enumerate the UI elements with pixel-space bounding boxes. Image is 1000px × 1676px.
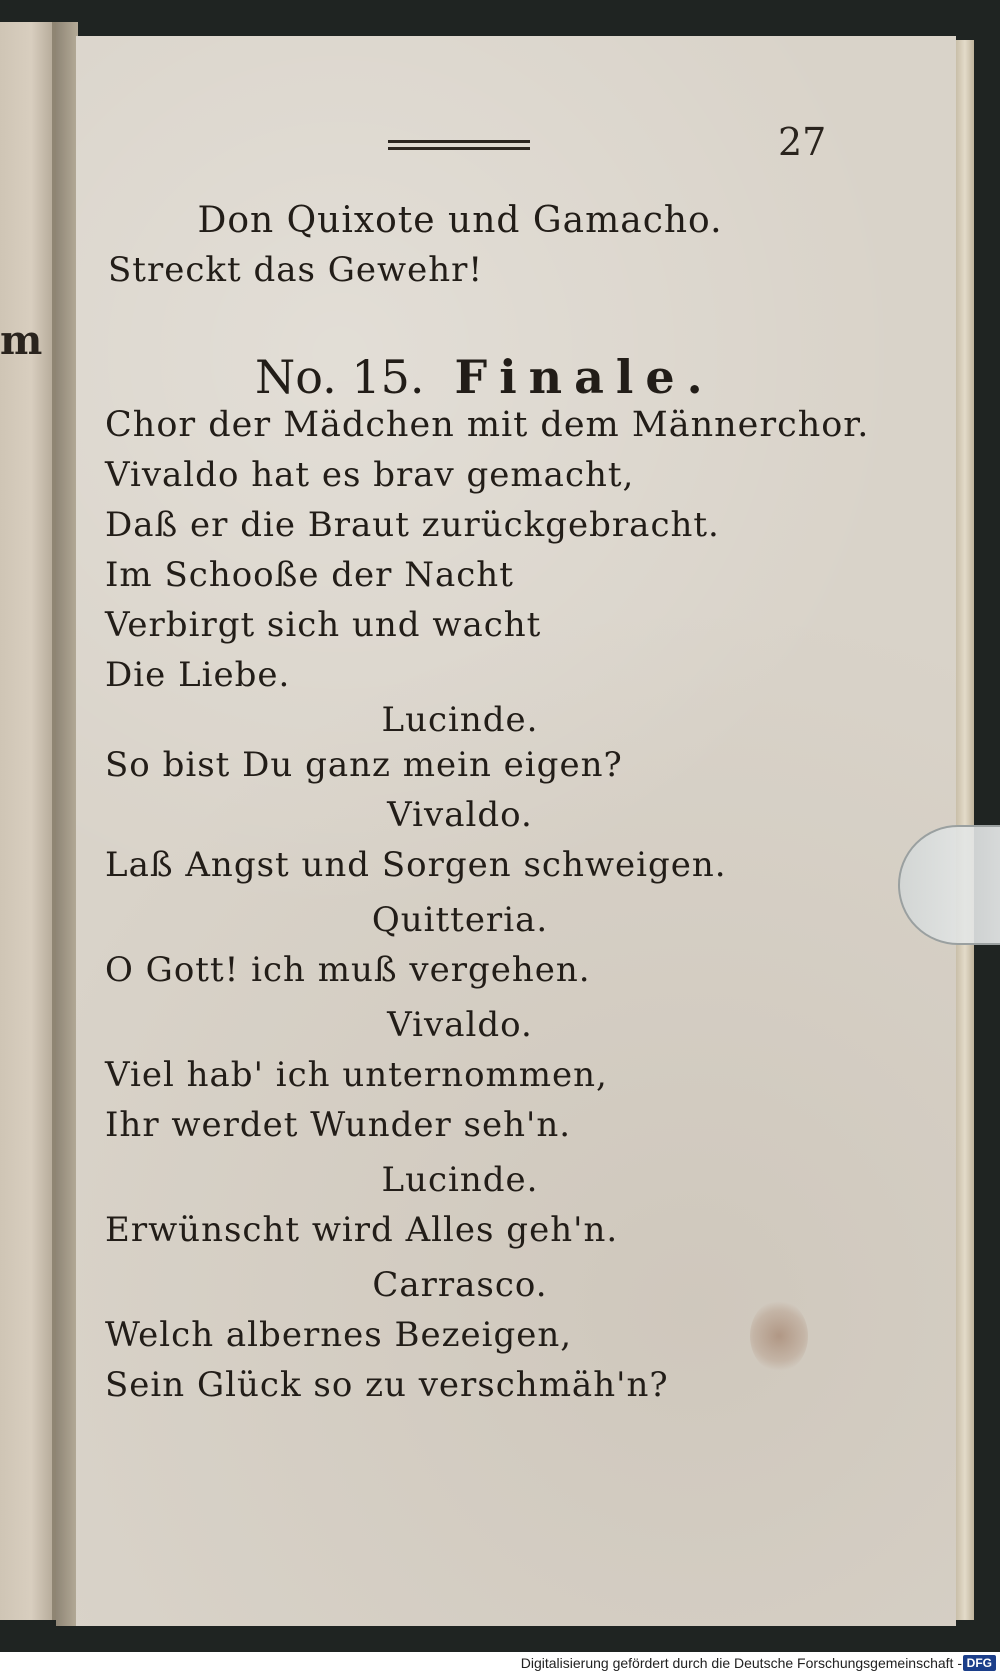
- verse-line: Welch albernes Bezeigen,: [105, 1315, 573, 1355]
- scene-line: Don Quixote und Gamacho.: [197, 200, 723, 241]
- verse-line: Verbirgt sich und wacht: [105, 605, 542, 645]
- speaker-name: Carrasco.: [372, 1265, 548, 1305]
- ornamental-rule-top: [388, 140, 530, 143]
- verse-line: O Gott! ich muß vergehen.: [105, 950, 591, 990]
- number-title: Finale.: [454, 350, 715, 404]
- verse-line: Laß Angst und Sorgen schweigen.: [105, 845, 727, 885]
- facing-page-fragment: m: [0, 317, 43, 364]
- speaker-name: Quitteria.: [371, 900, 549, 940]
- speaker-name: Lucinde.: [381, 700, 539, 740]
- verse-line: Erwünscht wird Alles geh'n.: [105, 1210, 619, 1250]
- verse-line: So bist Du ganz mein eigen?: [105, 745, 623, 785]
- page-number: 27: [778, 120, 827, 164]
- chorus-heading: Chor der Mädchen mit dem Männerchor.: [105, 405, 870, 445]
- verse-line: Daß er die Braut zurückgebracht.: [105, 505, 720, 545]
- number-heading: [255, 350, 715, 404]
- ornamental-rule-bottom: [388, 147, 530, 150]
- speaker-name: Vivaldo.: [387, 795, 533, 835]
- stage-line: Streckt das Gewehr!: [108, 250, 484, 290]
- facing-page-edge: [0, 22, 58, 1620]
- verse-line: Ihr werdet Wunder seh'n.: [105, 1105, 572, 1145]
- digitization-footer: [0, 1652, 1000, 1676]
- funding-credit: Digitalisierung gefördert durch die Deutsche Forschungsgemeinschaft -: [520, 1655, 962, 1671]
- dfg-logo: DFG: [963, 1655, 996, 1671]
- verse-line: Die Liebe.: [105, 655, 291, 695]
- speaker-name: Lucinde.: [381, 1160, 539, 1200]
- verse-line: Sein Glück so zu verschmäh'n?: [105, 1365, 669, 1405]
- verse-line: Viel hab' ich unternommen,: [105, 1055, 608, 1095]
- verse-line: Im Schooße der Nacht: [105, 555, 514, 595]
- speaker-name: Vivaldo.: [387, 1005, 533, 1045]
- paper-stain: [750, 1300, 808, 1372]
- number-label: No. 15.: [255, 350, 425, 404]
- book-gutter: [56, 22, 78, 1626]
- verse-line: Vivaldo hat es brav gemacht,: [105, 455, 635, 495]
